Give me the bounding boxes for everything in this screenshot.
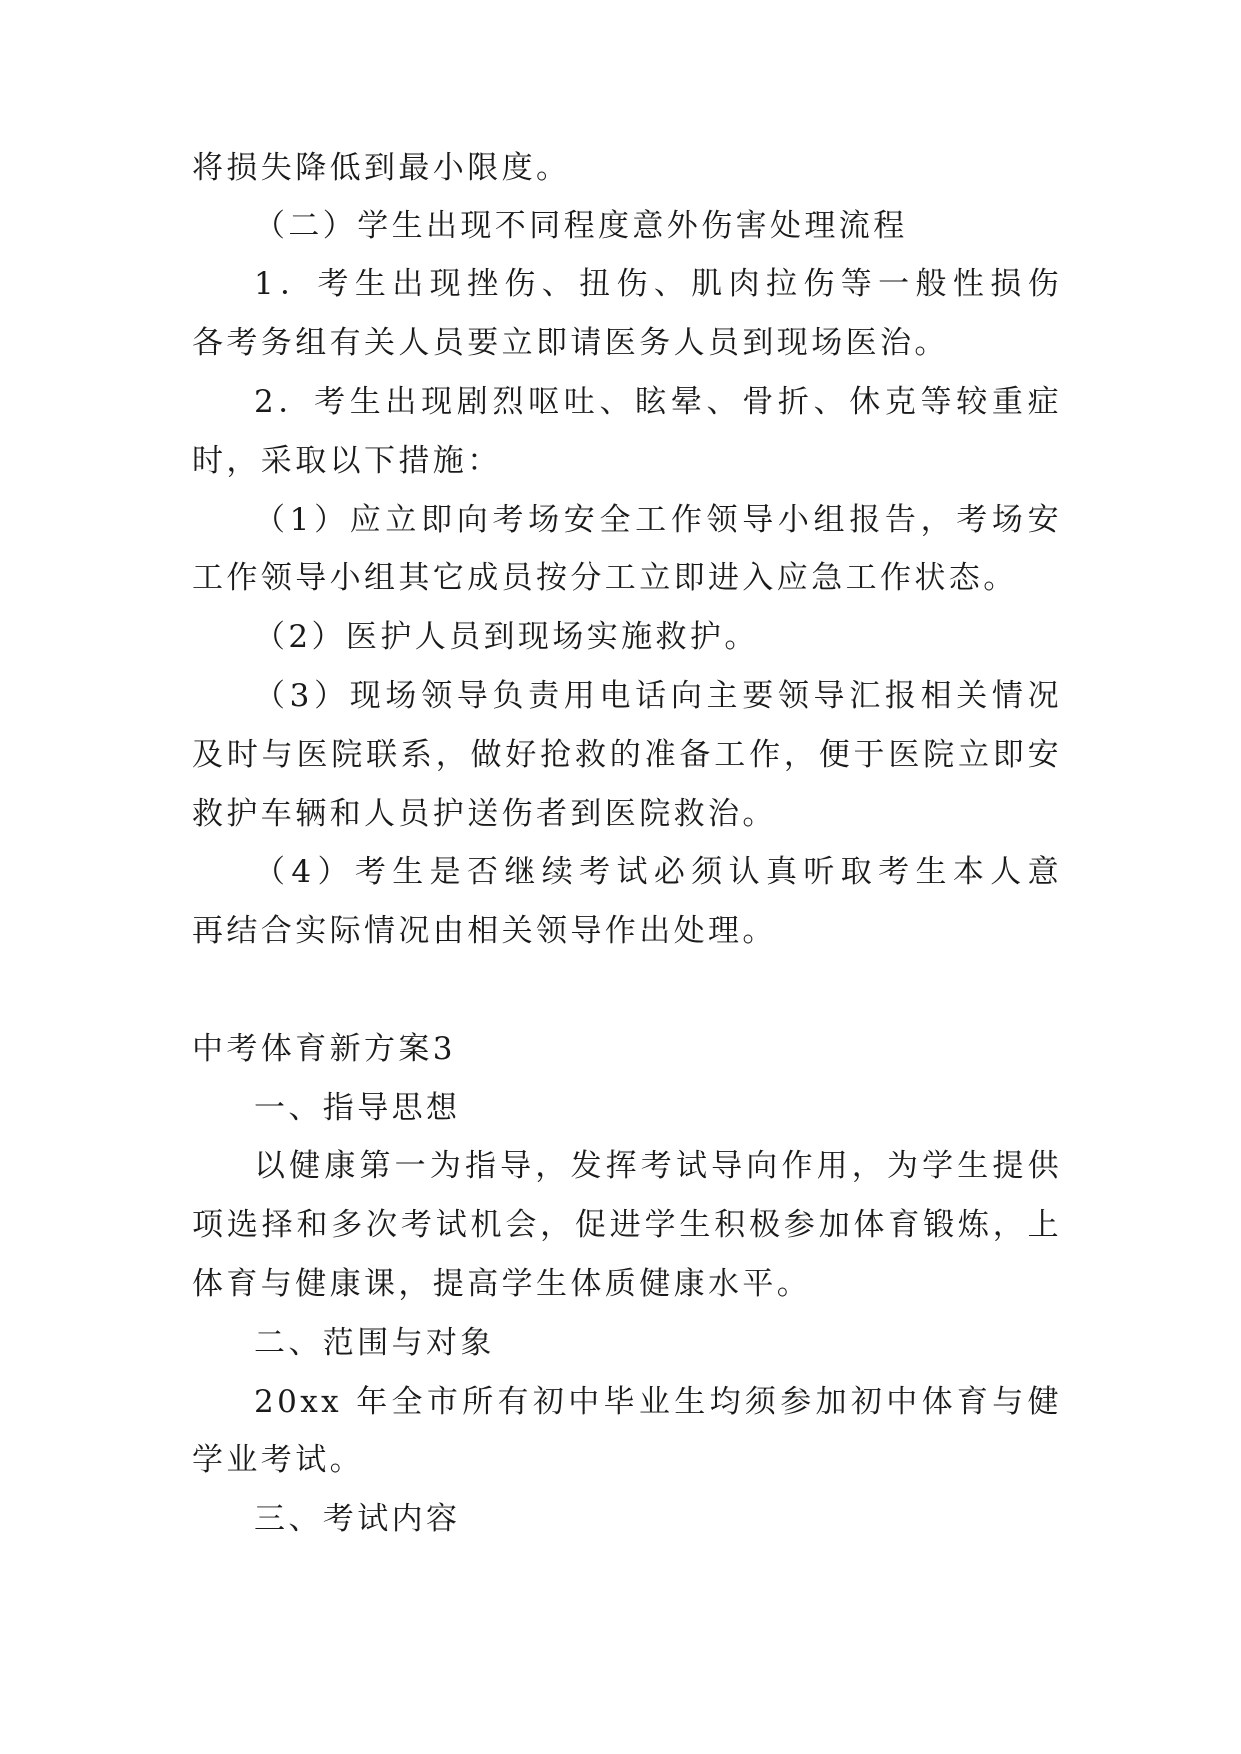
paragraph-line: 以健康第一为指导，发挥考试导向作用，为学生提供 (254, 1148, 1062, 1184)
paragraph-line: 2．考生出现剧烈呕吐、眩晕、骨折、休克等较重症 (254, 384, 1062, 420)
paragraph-line: 再结合实际情况由相关领导作出处理。 (192, 913, 777, 949)
paragraph-line: 及时与医院联系，做好抢救的准备工作，便于医院立即安 (192, 737, 1062, 773)
paragraph-line: （2）医护人员到现场实施救护。 (254, 619, 759, 655)
paragraph-line: 项选择和多次考试机会，促进学生积极参加体育锻炼，上 (192, 1207, 1062, 1243)
section-heading: 三、考试内容 (254, 1501, 461, 1537)
paragraph-line: （3）现场领导负责用电话向主要领导汇报相关情况 (254, 678, 1062, 714)
paragraph-line: 学业考试。 (192, 1442, 364, 1478)
paragraph-line: 1．考生出现挫伤、扭伤、肌肉拉伤等一般性损伤 (254, 266, 1062, 302)
section-heading: 二、范围与对象 (254, 1325, 495, 1361)
paragraph-line: 各考务组有关人员要立即请医务人员到现场医治。 (192, 325, 949, 361)
paragraph-line: 将损失降低到最小限度。 (192, 150, 571, 186)
paragraph-line: （4）考生是否继续考试必须认真听取考生本人意 (254, 854, 1062, 890)
paragraph-line: 体育与健康课，提高学生体质健康水平。 (192, 1266, 812, 1302)
paragraph-line: 工作领导小组其它成员按分工立即进入应急工作状态。 (192, 560, 1018, 596)
paragraph-line: （1）应立即向考场安全工作领导小组报告，考场安 (254, 502, 1062, 538)
section-heading: 一、指导思想 (254, 1090, 461, 1126)
paragraph-line: 救护车辆和人员护送伤者到医院救治。 (192, 796, 777, 832)
paragraph-line: 20xx 年全市所有初中毕业生均须参加初中体育与健 (254, 1384, 1062, 1420)
paragraph-line: 时，采取以下措施： (192, 443, 502, 479)
document-title: 中考体育新方案3 (192, 1031, 456, 1067)
section-heading: （二）学生出现不同程度意外伤害处理流程 (254, 208, 908, 244)
